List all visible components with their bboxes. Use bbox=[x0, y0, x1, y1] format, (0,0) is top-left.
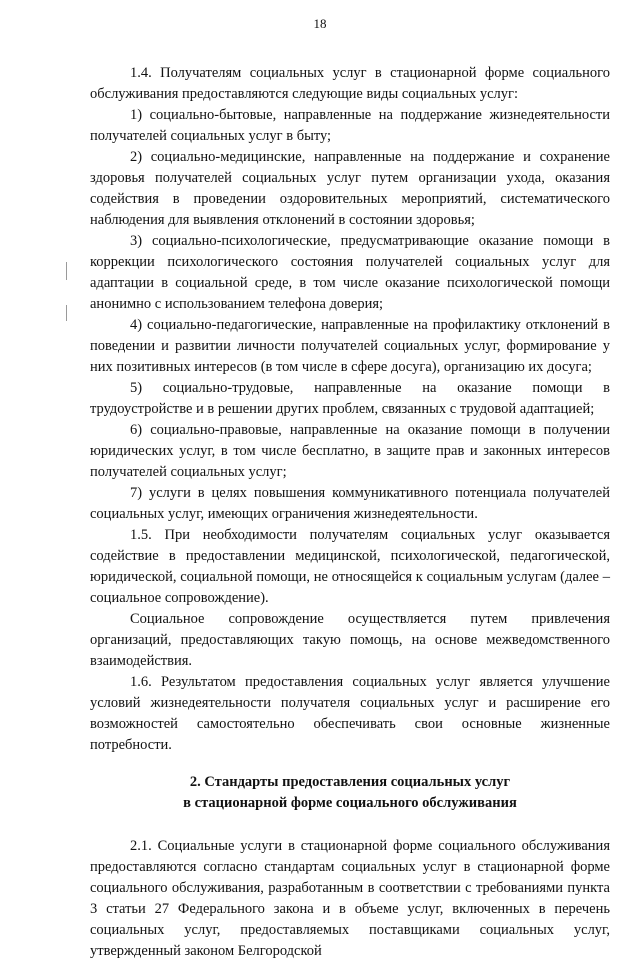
list-item-social-household: 1) социально-бытовые, направленные на поддержание жизнедеятельности получателей социальных услуг в быту; bbox=[90, 107, 610, 144]
list-item-communication-services: 7) услуги в целях повышения коммуникативного потенциала получателей социальных услуг, имеющих ограничения жизнедеятельности. bbox=[90, 485, 610, 522]
section-2-heading-line-1: 2. Стандарты предоставления социальных услуг bbox=[189, 774, 511, 790]
paragraph-1-4: 1.4. Получателям социальных услуг в стационарной форме социального обслуживания предоставляются следующие виды социальных услуг: bbox=[90, 65, 610, 102]
list-item-social-psychological: 3) социально-психологические, предусматривающие оказание помощи в коррекции психологического состояния получателей социальных услуг для адаптации в социальной среде, в том числе оказание психологической помощи анонимно с использованием телефона доверия; bbox=[90, 233, 610, 312]
list-item-social-medical: 2) социально-медицинские, направленные на поддержание и сохранение здоровья получателей социальных услуг путем организации ухода, оказания содействия в проведении оздоровительных мероприятий, систематического наблюдения для выявления отклонений в состоянии здоровья; bbox=[90, 149, 610, 228]
list-item-social-labor: 5) социально-трудовые, направленные на оказание помощи в трудоустройстве и в решении других проблем, связанных с трудовой адаптацией; bbox=[90, 380, 610, 417]
paragraph-social-support: Социальное сопровождение осуществляется путем привлечения организаций, предоставляющих такую помощь, на основе межведомственного взаимодействия. bbox=[90, 611, 610, 669]
paragraph-2-1: 2.1. Социальные услуги в стационарной форме социального обслуживания предоставляются согласно стандартам социальных услуг в стационарной форме социального обслуживания, разработанным в соответствии с требованиями пункта 3 статьи 27 Федерального закона и в объеме услуг, включенных в перечень социальных услуг, предоставляемых поставщиками социальных услуг, утвержденный законом Белгородской bbox=[90, 838, 610, 959]
paragraph-1-6: 1.6. Результатом предоставления социальных услуг является улучшение условий жизнедеятельности получателя социальных услуг и расширение его возможностей самостоятельно обеспечивать свои основные жизненные потребности. bbox=[90, 674, 610, 753]
margin-mark bbox=[66, 305, 67, 321]
document-body bbox=[90, 63, 610, 962]
section-2-heading bbox=[90, 772, 610, 814]
margin-mark bbox=[66, 262, 67, 280]
page-number: 18 bbox=[313, 16, 327, 31]
section-2-heading-line-2: в стационарной форме социального обслуживания bbox=[183, 795, 517, 811]
paragraph-1-5: 1.5. При необходимости получателям социальных услуг оказывается содействие в предоставлении медицинской, психологической, педагогической, юридической, социальной помощи, не относящейся к социальным услугам (далее – социальное сопровождение). bbox=[90, 527, 610, 606]
list-item-social-pedagogical: 4) социально-педагогические, направленные на профилактику отклонений в поведении и развитии личности получателей социальных услуг, формирование у них позитивных интересов (в том числе в сфере досуга), организацию их досуга; bbox=[90, 317, 610, 375]
list-item-social-legal: 6) социально-правовые, направленные на оказание помощи в получении юридических услуг, в том числе бесплатно, в защите прав и законных интересов получателей социальных услуг; bbox=[90, 422, 610, 480]
